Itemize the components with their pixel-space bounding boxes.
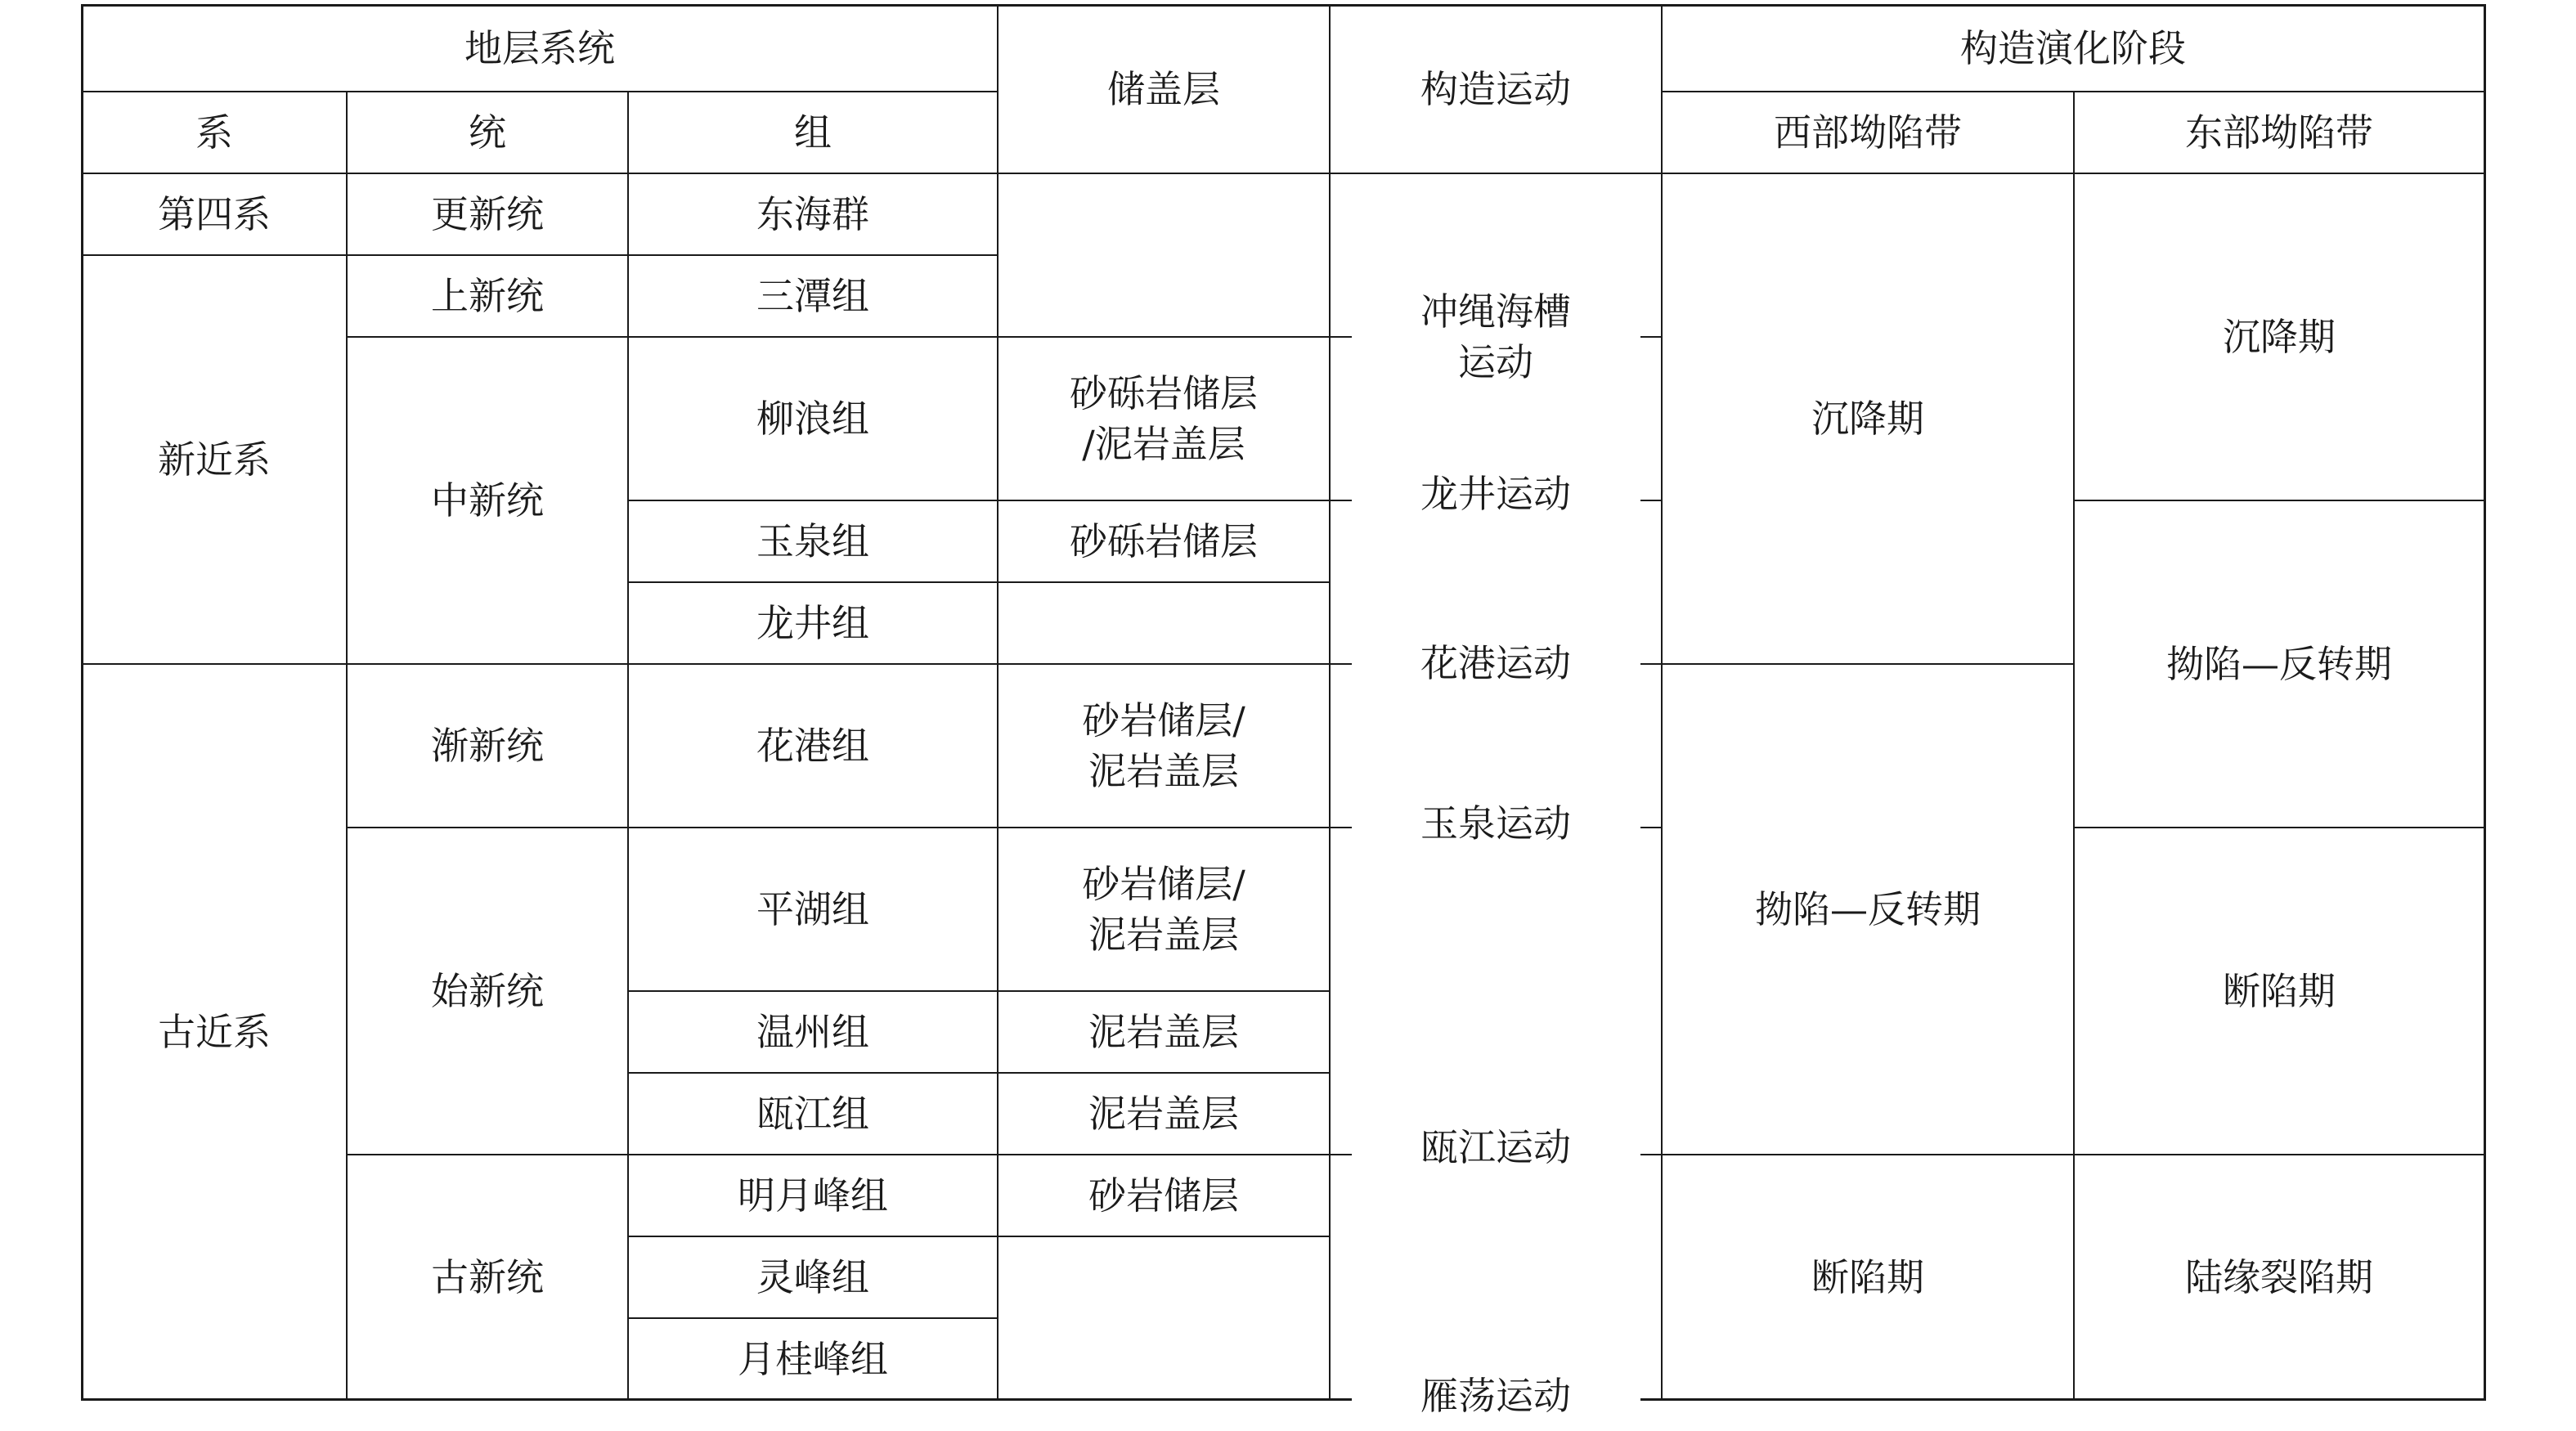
tick-left-4 [1329,827,1352,828]
reservoir-cap-yuquan: 砂砾岩储层 [1070,519,1258,563]
vline-reservoir [1329,4,1331,1401]
tick-right-2 [1640,500,1663,501]
vline-movement [1661,4,1663,1401]
header-tectonic-movement: 构造运动 [1420,67,1571,111]
tick-left-2 [1329,500,1352,501]
reservoir-cap-wenzhou: 泥岩盖层 [1088,1010,1239,1054]
formation-liulang: 柳浪组 [756,397,869,441]
east-stage-depression-inversion: 拗陷—反转期 [2166,642,2392,686]
series-oligocene: 渐新统 [431,724,544,768]
hline-sys-2 [81,663,348,665]
formation-mingyuefeng: 明月峰组 [738,1173,888,1218]
hline-fm-9 [627,1154,999,1155]
reservoir-cap-mingyuefeng: 砂岩储层 [1088,1173,1239,1218]
movement-huagang: 花港运动 [1398,638,1594,689]
hline-rc-7 [997,1072,1331,1074]
hline-rc-8 [997,1154,1331,1155]
hline-ser-5 [346,1154,629,1155]
header-system: 系 [195,110,233,155]
hline-fm-4 [627,581,999,583]
formation-santan: 三潭组 [756,274,869,318]
formation-pinghu: 平湖组 [756,887,869,931]
movement-oujiang: 瓯江运动 [1398,1122,1594,1173]
series-pliocene: 上新统 [431,274,544,318]
reservoir-cap-oujiang: 泥岩盖层 [1088,1092,1239,1136]
series-paleocene: 古新统 [431,1255,544,1299]
hline-fm-11 [627,1317,999,1319]
formation-wenzhou: 温州组 [756,1010,869,1054]
vline-series [627,92,629,1401]
hline-rc-6 [997,990,1331,992]
hline-header-1-right [1661,91,2485,92]
reservoir-cap-pinghu: 砂岩储层/ 泥岩盖层 [1082,862,1245,957]
hline-fm-8 [627,1072,999,1074]
tick-right-5 [1640,1154,1663,1155]
formation-yuquan: 玉泉组 [756,519,869,563]
hline-ser-4 [346,827,629,828]
east-stage-marginal-rift: 陆缘裂陷期 [2185,1255,2373,1299]
movement-yuquan: 玉泉运动 [1398,798,1594,849]
header-strat-system: 地层系统 [464,26,615,70]
formation-huagang: 花港组 [756,724,869,768]
series-eocene: 始新统 [431,969,544,1013]
formation-longjing: 龙井组 [756,601,869,645]
hline-west-1 [1661,663,2075,665]
formation-lingfeng: 灵峰组 [756,1255,869,1299]
hline-east-1 [2073,500,2485,501]
header-formation: 组 [794,110,832,155]
hline-rc-3 [997,581,1331,583]
west-stage-subsidence: 沉降期 [1811,397,1924,441]
hline-ser-2 [346,336,629,338]
hline-fm-10 [627,1236,999,1237]
system-neogene: 新近系 [158,437,271,482]
hline-east-2 [2073,827,2485,828]
tick-left-1 [1329,336,1352,338]
vline-system [346,92,348,1401]
hline-rc-9 [997,1236,1331,1237]
movement-longjing: 龙井运动 [1398,469,1594,519]
series-pleistocene: 更新统 [431,192,544,236]
header-tectonic-evolution: 构造演化阶段 [1960,26,2186,70]
hline-fm-3 [627,500,999,501]
hline-ser-3 [346,663,629,665]
header-reservoir-cap: 储盖层 [1107,67,1220,111]
hline-ser-1 [346,254,629,256]
movement-okinawa-trough: 冲绳海槽 运动 [1398,286,1594,388]
tick-left-6 [1329,1398,1352,1401]
vline-formation [997,4,999,1401]
east-stage-faulted: 断陷期 [2223,969,2336,1013]
hline-rc-4 [997,663,1331,665]
hline-fm-5 [627,663,999,665]
formation-oujiang: 瓯江组 [756,1092,869,1136]
hline-sys-1 [81,254,348,256]
frame-right [2484,4,2486,1401]
hline-fm-1 [627,254,999,256]
frame-top [81,4,2485,7]
hline-west-2 [1661,1154,2075,1155]
series-miocene: 中新统 [431,478,544,523]
hline-fm-7 [627,990,999,992]
tick-right-1 [1640,336,1663,338]
hline-rc-2 [997,500,1331,501]
frame-left [81,4,83,1401]
hline-fm-6 [627,827,999,828]
hline-header-1-left [81,91,999,92]
hline-header-2 [81,173,2485,174]
system-quaternary: 第四系 [158,192,271,236]
formation-donghai: 东海群 [756,192,869,236]
hline-rc-1 [997,336,1331,338]
tick-left-5 [1329,1154,1352,1155]
hline-east-3 [2073,1154,2485,1155]
frame-bottom-right [1640,1398,2485,1401]
header-series: 统 [469,110,506,155]
movement-yandang: 雁荡运动 [1398,1370,1594,1421]
system-paleogene: 古近系 [158,1010,271,1054]
reservoir-cap-huagang: 砂岩储层/ 泥岩盖层 [1082,698,1245,793]
tick-left-3 [1329,663,1352,665]
tick-right-4 [1640,827,1663,828]
east-stage-subsidence: 沉降期 [2223,315,2336,359]
formation-yueguifeng: 月桂峰组 [738,1337,888,1381]
header-east-depression: 东部坳陷带 [2185,110,2373,155]
west-stage-depression-inversion: 拗陷—反转期 [1755,887,1981,931]
hline-rc-5 [997,827,1331,828]
header-west-depression: 西部坳陷带 [1774,110,1962,155]
frame-bottom [81,1398,1351,1401]
reservoir-cap-liulang: 砂砾岩储层 /泥岩盖层 [1070,371,1258,466]
vline-west-east [2073,92,2075,1401]
tick-right-3 [1640,663,1663,665]
hline-fm-2 [627,336,999,338]
west-stage-faulted: 断陷期 [1811,1255,1924,1299]
